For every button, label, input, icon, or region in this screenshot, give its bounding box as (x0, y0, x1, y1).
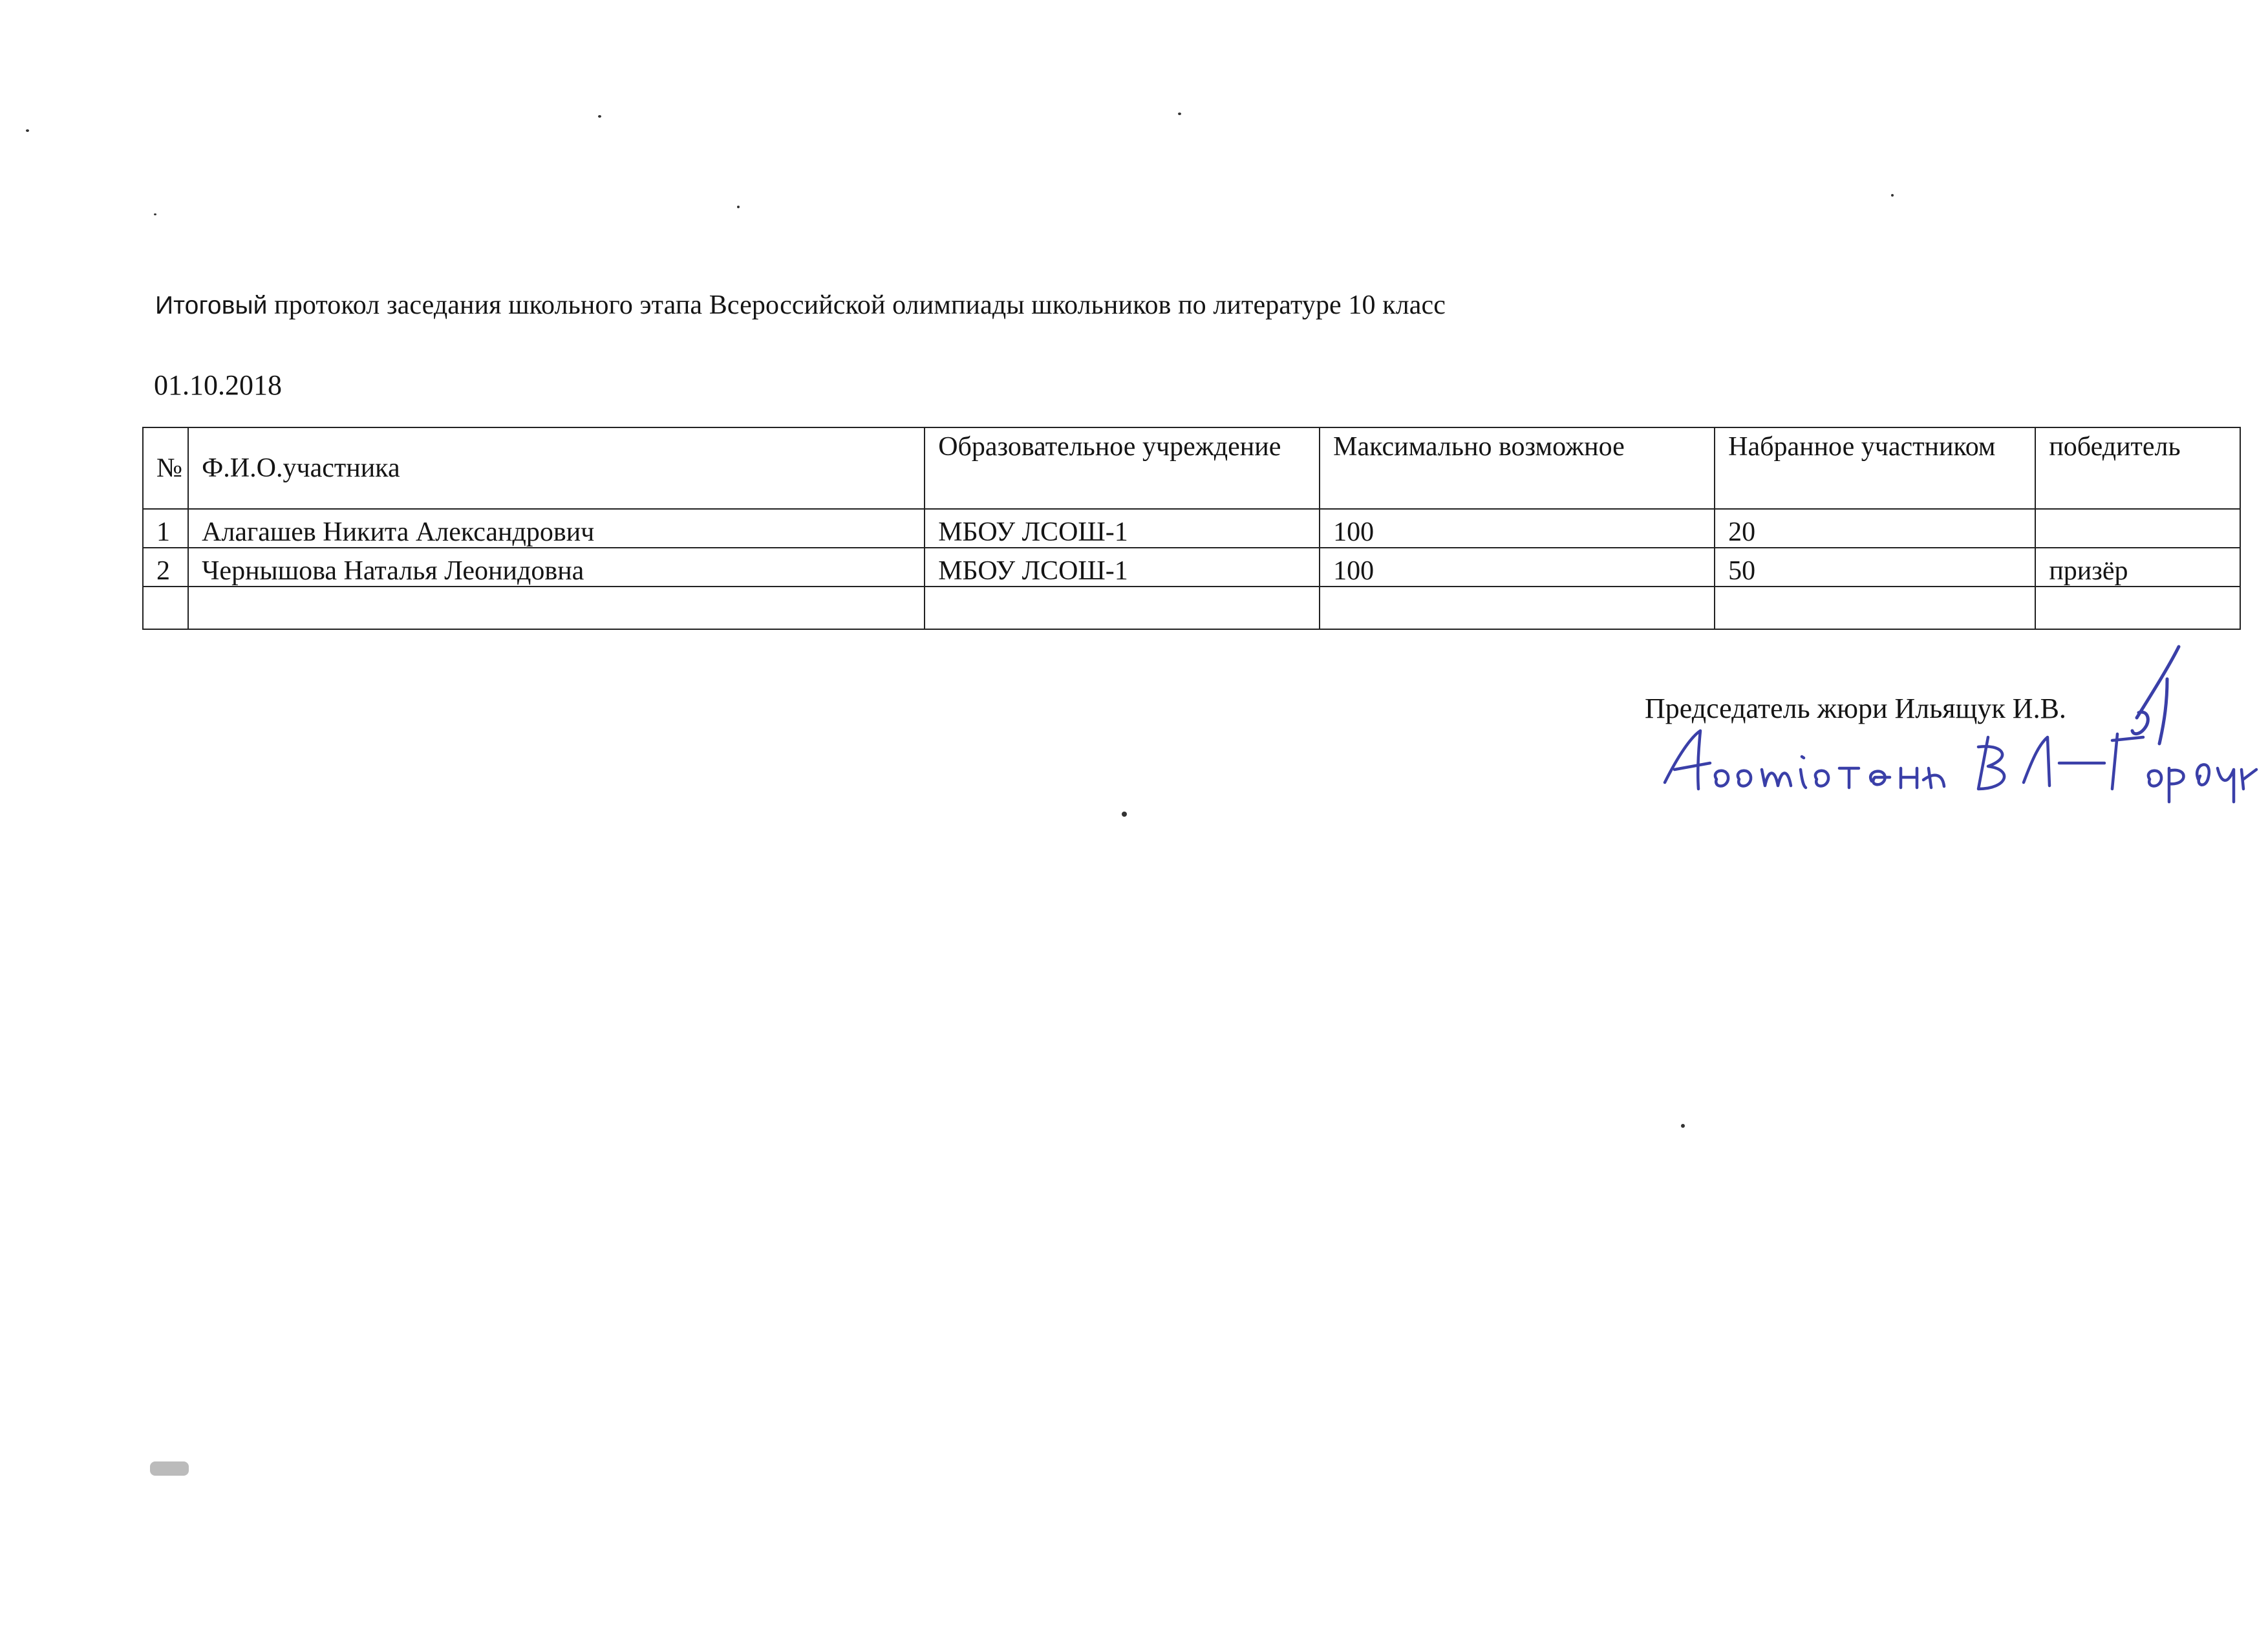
document-title-rest: протокол заседания школьного этапа Всероссийской олимпиады школьников по литературе 10 класс (267, 290, 1446, 320)
cell-empty (2035, 587, 2240, 629)
cell-empty (1320, 587, 1715, 629)
results-table (142, 427, 2241, 630)
table-row (143, 548, 2240, 587)
table-row (143, 509, 2240, 548)
cell-empty (1715, 587, 2035, 629)
cell-winner: призёр (2035, 548, 2240, 587)
scan-speck (1891, 194, 1894, 197)
scan-speck (150, 1461, 189, 1476)
cell-num: 1 (143, 509, 188, 548)
assistants-signature-icon (1652, 718, 2260, 815)
cell-max: 100 (1320, 548, 1715, 587)
scan-speck (737, 206, 740, 208)
document-title (155, 290, 1446, 321)
header-score: Набранное участником (1715, 427, 2035, 509)
scan-speck (26, 129, 29, 132)
cell-num: 2 (143, 548, 188, 587)
cell-score: 20 (1715, 509, 2035, 548)
header-max: Максимально возможное (1320, 427, 1715, 509)
scan-speck (598, 115, 601, 118)
scan-speck (1122, 812, 1127, 817)
jury-chair-line: Председатель жюри Ильящук И.В. (1645, 693, 2066, 724)
header-name: Ф.И.О.участника (188, 427, 925, 509)
cell-empty (925, 587, 1320, 629)
cell-max: 100 (1320, 509, 1715, 548)
header-winner: победитель (2035, 427, 2240, 509)
table-header-row (143, 427, 2240, 509)
cell-winner (2035, 509, 2240, 548)
scan-speck (1681, 1124, 1685, 1128)
table-row-empty (143, 587, 2240, 629)
scan-speck (1178, 113, 1181, 115)
header-school: Образовательное учреждение (925, 427, 1320, 509)
cell-empty (188, 587, 925, 629)
scan-speck (154, 213, 156, 215)
cell-school: МБОУ ЛСОШ-1 (925, 548, 1320, 587)
cell-empty (143, 587, 188, 629)
document-title-lead: Итоговый (155, 292, 268, 319)
cell-school: МБОУ ЛСОШ-1 (925, 509, 1320, 548)
cell-score: 50 (1715, 548, 2035, 587)
cell-name: Алагашев Никита Александрович (188, 509, 925, 548)
cell-name: Чернышова Наталья Леонидовна (188, 548, 925, 587)
document-date: 01.10.2018 (154, 369, 282, 401)
header-num: № (143, 427, 188, 509)
